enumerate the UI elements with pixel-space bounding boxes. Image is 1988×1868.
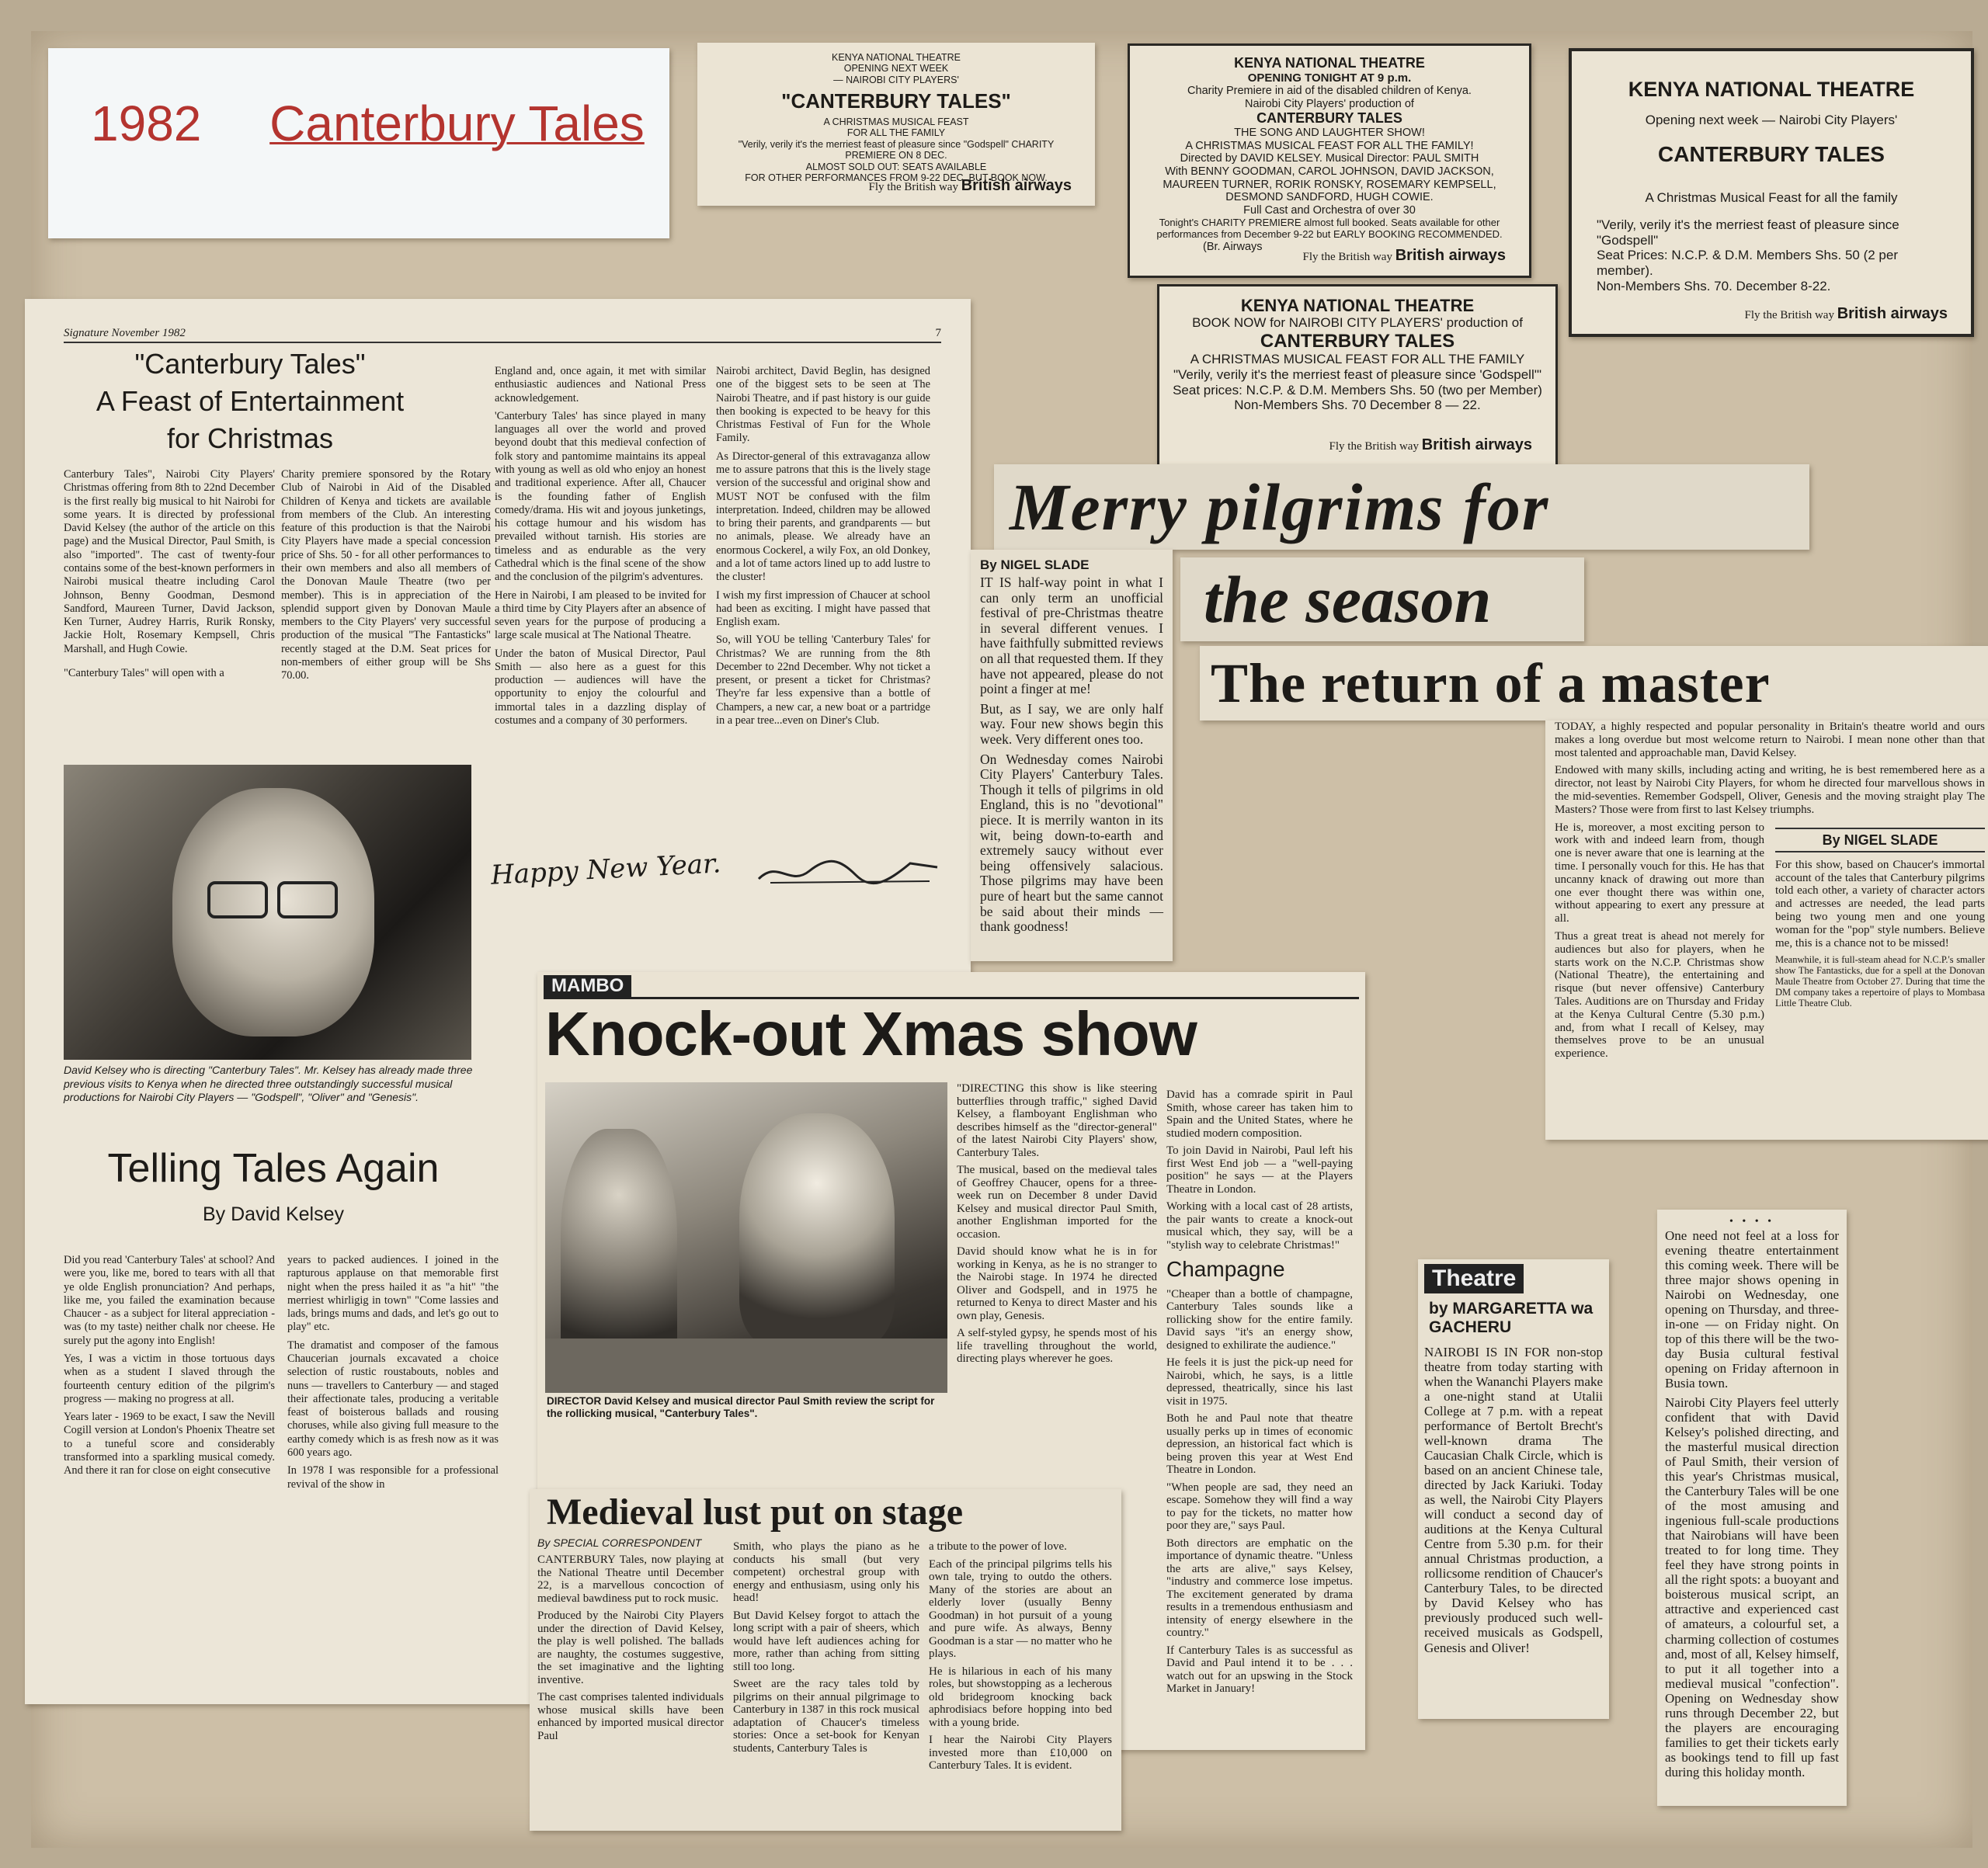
ad-line: Non-Members Shs. 70 December 8 — 22. xyxy=(1234,398,1481,413)
article-column: a tribute to the power of love. Each of the principal pilgrims tells his own tale, trying to outdo the others. Many of the stories are about an elderly lover (usually Benny Goodman) in hot pursuit of a young and pure wife. As always, Benny Goodman is a star — no matter who he plays. He is hilarious in each of his many roles, but showstopping as a lecherous old bridegroom knocking back aphrodisiacs before hopping into bed with a young bride. I hear the Nairobi City Players invested more than £10,000 on Canterbury Tales. It is evident. xyxy=(929,1540,1112,1772)
ad-heading: KENYA NATIONAL THEATRE xyxy=(1628,78,1915,101)
ad-line: With BENNY GOODMAN, CAROL JOHNSON, DAVID JACKSON, xyxy=(1165,165,1494,178)
byline: By SPECIAL CORRESPONDENT xyxy=(537,1536,702,1549)
page-number: 7 xyxy=(935,327,941,339)
british-airways-logo: Fly the British way British airways xyxy=(868,177,1072,194)
ad-line: OPENING NEXT WEEK xyxy=(843,63,949,75)
article-column: "DIRECTING this show is like steering butterflies through traffic," sighed David Kelsey, a flamboyant Englishman who describes himself as the "director-general" of the latest Nairobi City Players' show, Canterbury Tales. The musical, based on the medieval tales of Geoffrey Chaucer, opens for a three-week run on December 8 under David Kelsey and musical director Paul Smith, another Englishman imported for the occasion. David should know what he is in for working in Kenya, as he is no stranger to the Nairobi stage. In 1974 he directed Oliver and Godspell, and in 1975 he returned to Kenya to direct Master and his own play, Genesis. A self-styled gypsy, he spends most of his life travelling throughout the world, directing plays wherever he goes. xyxy=(957,1082,1157,1365)
article-title: "Canterbury Tales" A Feast of Entertainment for Christmas xyxy=(96,348,405,454)
ad-line: A CHRISTMAS MUSICAL FEAST FOR ALL THE FAMILY xyxy=(1190,352,1525,367)
ad-line: Seat prices: N.C.P. & D.M. Members Shs. 50 (two per Member) xyxy=(1173,382,1542,398)
ad-line: KENYA NATIONAL THEATRE xyxy=(831,52,961,63)
photo-kelsey-and-smith xyxy=(545,1082,947,1393)
section-badge: Theatre xyxy=(1424,1264,1524,1293)
byline: By NIGEL SLADE xyxy=(980,557,1090,572)
article-title: Telling Tales Again xyxy=(107,1146,440,1191)
british-airways-logo: Fly the British way British airways xyxy=(1302,247,1506,264)
handwritten-signature xyxy=(755,852,941,891)
headline-the-season: the season xyxy=(1180,557,1584,641)
british-airways-logo: Fly the British way British airways xyxy=(1329,436,1532,453)
ad-line: Directed by DAVID KELSEY. Musical Director: PAUL SMITH xyxy=(1180,152,1479,165)
ad-line: "Verily, verily it's the merriest feast of pleasure since 'Godspell'" xyxy=(1173,366,1542,382)
byline: by MARGARETTA wa GACHERU xyxy=(1429,1299,1594,1336)
ad-heading: KENYA NATIONAL THEATRE xyxy=(1240,296,1475,315)
article-column: Smith, who plays the piano as he conducts his small (but very competent) orchestral group with energy and enthusiasm, using only his head! But David Kelsey forgot to attach the long script with a pair of sheers, which would have left audiences aching for more, rather than aching from sitting still too long. Sweet are the racy tales told by pilgrims on their annual pilgrimage to Canterbury in 1387 in this rock musical adaptation of Chaucer's timeless stories: Once a set-book for Kenyan students, Canterbury Tales is xyxy=(733,1540,919,1755)
ad-line: Seat Prices: N.C.P. & D.M. Members Shs. 50 (2 per member). xyxy=(1597,248,1898,278)
ad-title: "CANTERBURY TALES" xyxy=(781,89,1011,113)
ad-opening-next-week-large xyxy=(1569,48,1974,337)
ad-line: FOR OTHER PERFORMANCES FROM 9-22 DEC. BUT BOOK NOW. xyxy=(745,172,1048,183)
headline-return-of-a-master: The return of a master xyxy=(1200,646,1988,720)
article-column: Canterbury Tales", Nairobi City Players' Christmas offering from 8th to 22nd December is the first really big musical to hit Nairobi for some years. It is directed by professional David Kelsey (the author of the article on this page) and the Musical Director, Paul Smith, is also "imported". The cast of twenty-four contains some of the best-known performers in Nairobi musical theatre including Carol Johnson, Benny Goodman, Desmond Sandford, Maureen Turner, David Jackson, Ken Turner, Audrey Harris, Rurik Ronsky, Jackie Holt, Rosemary Kempsell, Chris Marshall, and Hugh Cowie. "Canterbury Tales" will open with a xyxy=(64,468,275,679)
article-theatre-week: • • • • One need not feel at a loss for evening theatre entertainment this coming week. There will be three major shows opening in Nairobi on Wednesday, one opening on Thursday, and three-in-one — on Friday night. On top of this there will be the two-day Busia cultural festival opening on Friday afternoon in Busia town. Nairobi City Players feel utterly confident that with David Kelsey's polished directing, and the masterful musical direction of Paul Smith, their version of this year's Christmas musical, the Canterbury Tales will be one of the most amusing and ingenious full-scale productions that Nairobians will have been treated to for long time. They feel they have strong points in all the right spots: a buoyant and boisterous musical script, an attractive and experienced cast of amateurs, a colourful set, a charming collection of costumes and, most of all, Kelsey himself, to put it all together into a medieval musical "confection". Opening on Wednesday show runs through December 22, but the players are encouraging families to get their tickets early as bookings tend to fill up fast during this holiday month. xyxy=(1657,1210,1847,1806)
ad-line: Nairobi City Players' production of xyxy=(1245,97,1414,110)
ad-heading: KENYA NATIONAL THEATRE xyxy=(1234,55,1425,71)
article-column: Nairobi architect, David Beglin, has designed one of the biggest sets to be seen at The Nairobi Theatre, and if past history is our guide then booking is expected to be heavy for this Christmas Festival of Fun for the Whole Family. As Director-general of this extravaganza allow me to assure patrons that this is the lively stage version of the successful and original show and MUST NOT be confused with the film interpretation. Indeed, children may be allowed to bring their parents, and grandparents — but no animals, please. We already have an enormous Cockerel, a wily Fox, an old Donkey, and a lot of tame actors lined up to add lustre to the cluster! I wish my first impression of Chaucer at school had been as exciting. I might have passed that English exam. So, will YOU be telling 'Canterbury Tales' for Christmas? We are running from the 8th December to 22nd December. Why not ticket a present, or present a ticket for Christmas? They're far less expensive than a bottle of Champers, a new car, a new boat or a partridge in a pear tree...even on Diner's Club. xyxy=(716,365,930,727)
article-merry-pilgrims: By NIGEL SLADE IT IS half-way point in what I can only term an unofficial festival of pre-Christmas theatre in several different venues. I have faithfully submitted reviews on all that requested them. If they have not appeared, please do not point a finger at me! But, as I say, we are only half way. Four new shows begin this week. Very different ones too. On Wednesday comes Nairobi City Players' Canterbury Tales. Though it tells of pilgrims in old England, this is no "devotional" piece. It is merrily wanton in its wit, being down-to-earth and extremely saucy without ever being offensively salacious. Those pilgrims may have been pure of heart but the same cannot be said about their minds — thank goodness! xyxy=(971,550,1173,961)
ad-line: Opening next week — Nairobi City Players' xyxy=(1645,113,1898,128)
ad-line: PREMIERE ON 8 DEC. xyxy=(845,150,947,161)
ad-line: Charity Premiere in aid of the disabled children of Kenya. xyxy=(1187,84,1472,97)
ad-book-now xyxy=(1157,284,1558,467)
handwritten-greeting: Happy New Year. xyxy=(490,848,722,891)
article-column: By SPECIAL CORRESPONDENT CANTERBURY Tales, now playing at the National Theatre until December 22, is a marvellous concoction of medieval bawdiness put to rock music. Produced by the Nairobi City Players under the direction of David Kelsey, the play is well polished. The ballads are naughty, the costumes suggestive, the set imaginative and the lighting inventive. The cast comprises talented individuals whose musical skills have been enhanced by imported musical director Paul xyxy=(537,1536,724,1742)
subheading: Champagne xyxy=(1166,1257,1285,1281)
ad-title: CANTERBURY TALES xyxy=(1256,110,1402,127)
ad-line: OPENING TONIGHT AT 9 p.m. xyxy=(1247,71,1412,85)
ad-title: CANTERBURY TALES xyxy=(1658,141,1885,166)
headline: Knock-out Xmas show xyxy=(545,999,1197,1068)
article-return-of-a-master: TODAY, a highly respected and popular personality in Britain's theatre world and ours makes a long overdue but most welcome return to Nairobi. I mean none other than that most talented and approachable man, David Kelsey. Endowed with many skills, including acting and writing, he is best remembered here as a director, not least by Nairobi City Players, for whom he directed four marvellous shows in the mid-seventies. Remember Godspell, Oliver, Genesis and the moving straight play The Masters? Those were from first to last Kelsey triumphs. He is, moreover, a most exciting person to work with and indeed learn from, though one is never aware that one is learning at the time. I personally vouch for this. He has that uncanny knack of drawing out more than one ever thought there was within one, without appearing to exert any pressure at all. Thus a great treat is ahead not merely for audiences but also for players, when he starts work on the N.C.P. Christmas show (National Theatre), the entertaining and risque (but never offensive) Canterbury Tales. Auditions are on Thursday and Friday at the Kenya Cultural Centre (5.30 p.m.) and, from what I recall of Kelsey, may themselves prove to be an unusual experience. By NIGEL SLADE For this show, based on Chaucer's immortal account of the tales that Canterbury pilgrims told each other, a variety of character actors and actresses are needed, the lead parts being two young men and one young woman for the "pop" style numbers. Believe me, this is a chance not to be missed! Meanwhile, it is full-steam ahead for N.C.P.'s smaller show The Fantasticks, due for a spell at the Donovan Maule Theatre from October 27. During that time the DM company takes a repertoire of plays to Mombasa Little Theatre Club. xyxy=(1545,720,1988,1140)
ad-line: FOR ALL THE FAMILY xyxy=(846,127,946,139)
article-medieval-lust xyxy=(530,1489,1121,1831)
ad-line: Tonight's CHARITY PREMIERE almost full booked. Seats available for other performances from December 9-22 but EARLY BOOKING RECOMMENDED. xyxy=(1156,216,1503,240)
photo-caption: David Kelsey who is directing "Canterbury Tales". Mr. Kelsey has already made three previous visits to Kenya when he directed three outstandingly successful musical productions for Nairobi City Players — "Godspell", "Oliver" and "Genesis". xyxy=(64,1064,473,1103)
headline: Medieval lust put on stage xyxy=(547,1491,964,1533)
article-column: years to packed audiences. I joined in the rapturous applause on that memorable first night when the press hailed it as "a hit" "the merriest whirligig in town" "Come lassies and lads, brings mums and dads, and let's go out to play" etc. The dramatist and composer of the famous Chaucerian journals excavated a choice selection of rustic roustabouts, nobles and nuns — travellers to Canterbury — and staged their affectionate tales, producing a veritable feast of boisterous ballads and rousing choruses, while also giving full measure to the earthy comedy which is as fresh now as it was 600 years ago. In 1978 I was responsible for a professional revival of the show in xyxy=(287,1254,499,1491)
photo-caption: DIRECTOR David Kelsey and musical director Paul Smith review the script for the rollicking musical, "Canterbury Tales". xyxy=(547,1395,935,1420)
ad-line: A CHRISTMAS MUSICAL FEAST FOR ALL THE FAMILY! xyxy=(1185,139,1474,152)
article-column: England and, once again, it met with similar enthusiastic audiences and National Press acknowledgement. 'Canterbury Tales' has since played in many languages all over the world and proved beyond doubt that this medieval confection of folk story and pantomime maintains its appeal with young as well as old who enjoy an honest and traditional experience. After all, Chaucer is the founding father of English comedy/drama. His wit and joyous junketings, his cottage humour and his wisdom has prevailed without tarnish. His stories are timeless and as endurable as the very Cathedral which is the final scene of the show and the conclusion of the pilgrim's adventures. Here in Nairobi, I am pleased to be invited for a third time by City Players after an absence of seven years for the purpose of producing a large scale musical at The National Theatre. Under the baton of Musical Director, Paul Smith — also here as a guest for this production — audiences will have the opportunity to enjoy the colourful and immortal tales in a dazzling display of costumes and a company of 30 performers. xyxy=(495,365,706,727)
year-label: 1982 xyxy=(91,95,202,151)
ad-line: (Br. Airways xyxy=(1203,240,1263,253)
ad-opening-next-week xyxy=(697,43,1095,206)
ad-line: Non-Members Shs. 70. December 8-22. xyxy=(1597,278,1831,293)
ad-line: MAUREEN TURNER, RORIK RONSKY, ROSEMARY KEMPSELL, xyxy=(1163,178,1496,191)
article-column: Did you read 'Canterbury Tales' at school? And were you, like me, bored to tears with all that ye olde English pronunciation? And perhaps, like me, you failed the examination because Chaucer - as a subject for literal appreciation - was (to my taste) neither chalk nor cheese. He surely put the agony into English! Yes, I was a victim in those tortuous days when as a student I slaved through the fourteenth century edition of the pilgrim's progress — making no progress at all. Years later - 1969 to be exact, I saw the Nevill Cogill version at London's Phoenix Theatre set to a tuneful score and considerably transformed into a sparkling musical comedy. And there it ran for close on eight consecutive xyxy=(64,1254,275,1477)
ad-line: BOOK NOW for NAIROBI CITY PLAYERS' production of xyxy=(1192,315,1523,331)
show-name-label: Canterbury Tales xyxy=(269,95,645,151)
ad-line: "Verily, verily it's the merriest feast of pleasure since "Godspell" xyxy=(1597,217,1899,248)
ad-line: A CHRISTMAS MUSICAL FEAST xyxy=(823,116,969,128)
article-column: Charity premiere sponsored by the Rotary Club of Nairobi in Aid of the Disabled Children of Kenya and tickets are available from members of the Club. An interesting feature of this production is that the Nairobi City Players have made a special concession price of Shs. 50 - for all other performances to their own members and also all members of the Donovan Maule Theatre (two per member). This is in appreciation of the splendid support given by Donovan Maule members to the City Players' very successful production of the musical "The Fantasticks" recently staged at the D.M. Seat prices for non-members of either group will be Shs 70.00. xyxy=(281,468,491,682)
ad-line: ALMOST SOLD OUT: SEATS AVAILABLE xyxy=(805,161,987,172)
headline-merry-pilgrims: Merry pilgrims for xyxy=(994,464,1809,550)
byline: By David Kelsey xyxy=(202,1203,345,1225)
separator: • • • • xyxy=(1729,1216,1775,1227)
section-tag: MAMBO xyxy=(544,975,1359,999)
british-airways-logo: Fly the British way British airways xyxy=(1744,305,1948,322)
ad-opening-tonight xyxy=(1128,43,1531,278)
ad-line: Full Cast and Orchestra of over 30 xyxy=(1243,204,1416,217)
ad-title: CANTERBURY TALES xyxy=(1260,330,1455,352)
photo-david-kelsey xyxy=(64,765,471,1060)
ad-line: — NAIROBI CITY PLAYERS' xyxy=(833,74,959,85)
title-label xyxy=(48,48,669,238)
ad-line: "Verily, verily it's the merriest feast of pleasure since "Godspell" CHARITY xyxy=(738,138,1055,150)
byline: By NIGEL SLADE xyxy=(1775,828,1985,852)
article-column: David has a comrade spirit in Paul Smith, whose career has taken him to Spain and the United States, where he studied modern composition. To join David in Nairobi, Paul left his first West End job — a "well-paying position" he says — at the Players Theatre in London. Working with a local cast of 28 artists, the pair wants to create a knock-out musical which, they say, will be a "stylish way to celebrate Christmas!" Champagne "Cheaper than a bottle of champagne, Canterbury Tales sounds like a rollicking show for the entire family. David says "it's an energy show, designed to exhilirate the audience." He feels it is just the pick-up need for Nairobi, which, he says, is a little depressed, theatrically, since his last visit in 1975. Both he and Paul note that theatre usually perks up in times of economic depression, an historical fact which is being proven this year at West End Theatre in London. "When people are sad, they need an escape. Somehow they will find a way to pay for the tickets, no matter how poor they are," says Paul. Both directors are emphatic on the importance of dynamic theatre. "Unless the arts are alive," says Kelsey, "industry and commerce lose impetus. The excitement generated by drama results in a tremendous enthusiasm and intensity of energy elsewhere in the country." If Canterbury Tales is as successful as David and Paul intend it to be . . . watch out for an upswing in the Stock Market in January! xyxy=(1166,1089,1353,1696)
ad-line: DESMOND SANDFORD, HUGH COWIE. xyxy=(1225,191,1434,204)
ad-line: A Christmas Musical Feast for all the family xyxy=(1645,189,1898,205)
masthead: Signature November 1982 7 xyxy=(64,327,941,343)
ad-line: THE SONG AND LAUGHTER SHOW! xyxy=(1234,126,1425,139)
article-theatre-column: Theatre by MARGARETTA wa GACHERU NAIROBI IS IN FOR non-stop theatre from today starting with when the Wananchi Players make a one-night stand at Utalii College at 7 p.m. with a repeat performance of Bertolt Brecht's well-known drama The Caucasian Chalk Circle, which is based on an ancient Chinese tale, directed by Jack Kariuki. Today as well, the Nairobi City Players will conduct a second day of auditions at the Kenya Cultural Centre from 5.30 p.m. for their annual Christmas production, a rollicsome rendition of Chaucer's Canterbury Tales, to be directed by David Kelsey who has previously produced such well-received musicals as Godspell, Genesis and Oliver! xyxy=(1418,1259,1609,1719)
